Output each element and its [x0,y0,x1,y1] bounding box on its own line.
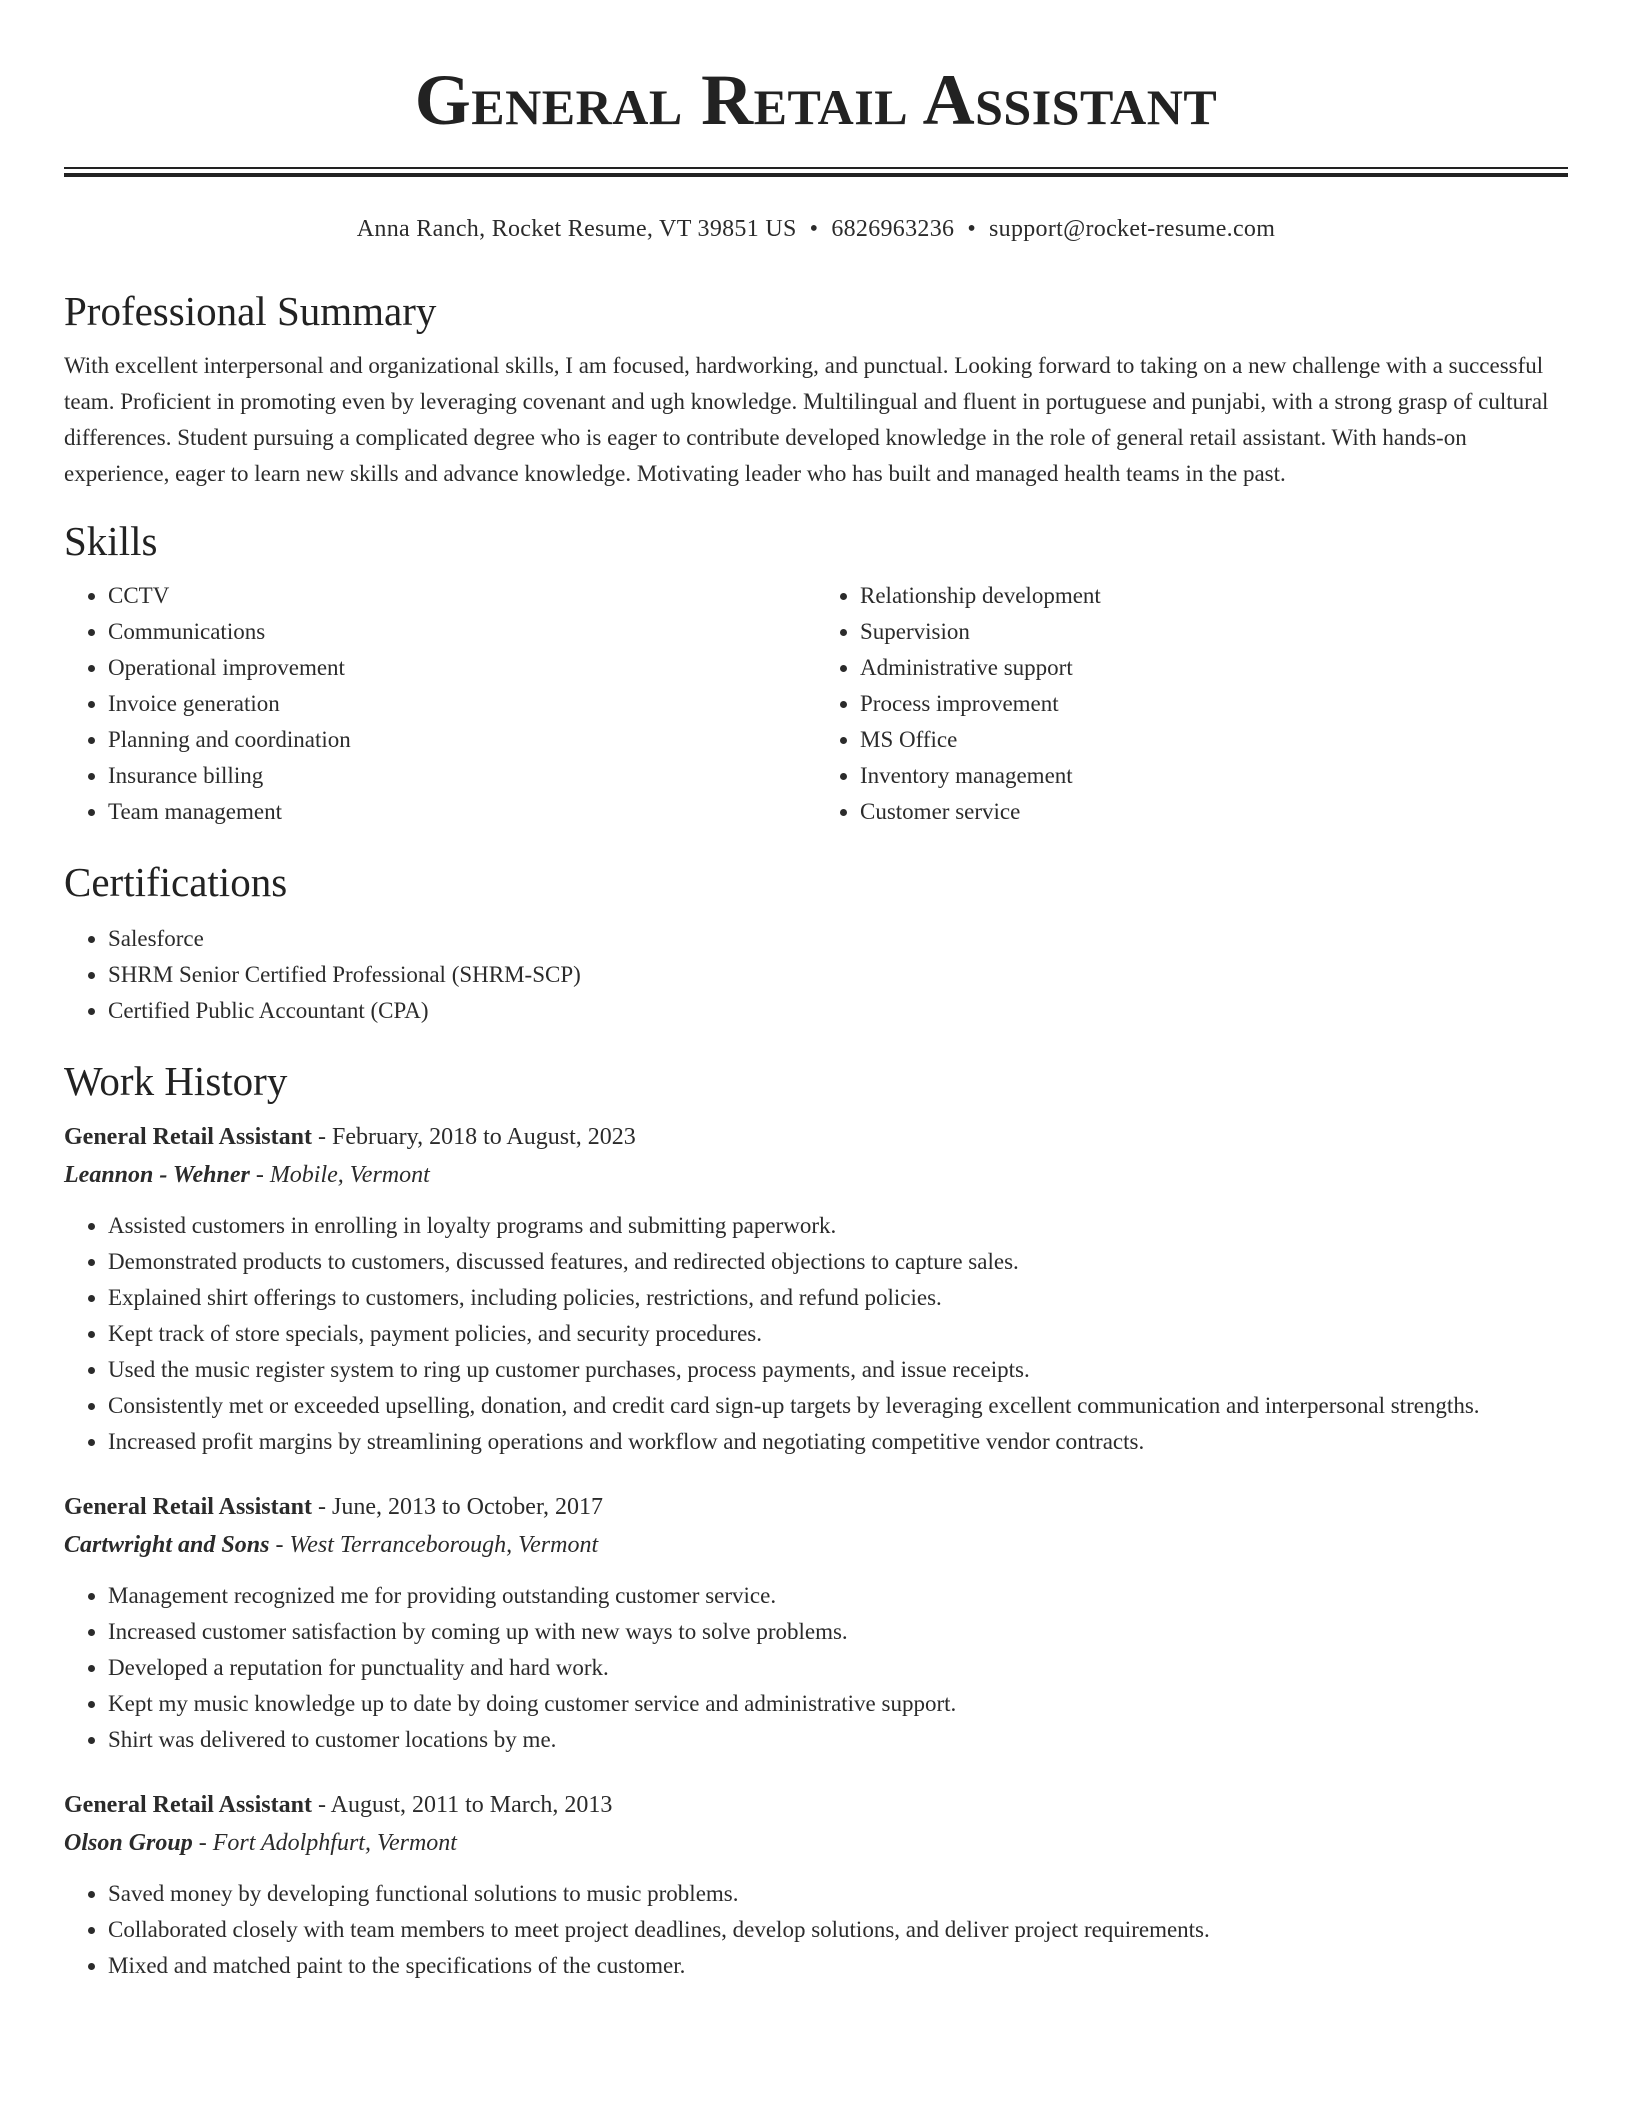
contact-email: support@rocket-resume.com [989,216,1276,242]
certifications-heading: Certifications [64,859,288,905]
job-bullet: • Assisted customers in enrolling in loyalty programs and submitting paperwork. [108,1208,1568,1244]
skill-item: • Supervision [860,614,1568,650]
job-title-line: General Retail Assistant - August, 2011 to March, 2013 [64,1792,613,1818]
job-company: Leannon - Wehner [64,1162,250,1188]
job-dates: June, 2013 to October, 2017 [331,1494,603,1520]
skill-item: • Communications [108,614,816,650]
job-title-line: General Retail Assistant - February, 2018 to August, 2023 [64,1124,636,1150]
job-bullets [64,1578,1568,1758]
job-bullets [64,1876,1568,1984]
job-bullet: • Consistently met or exceeded upselling, donation, and credit card sign-up targets by leveraging excellent communication and interpersonal strengths. [108,1388,1568,1424]
skills-list-left [64,578,816,830]
job-bullet: • Increased profit margins by streamlining operations and workflow and negotiating competitive vendor contracts. [108,1424,1568,1460]
job-dates: February, 2018 to August, 2023 [331,1124,636,1150]
job-bullet: • Mixed and matched paint to the specifications of the customer. [108,1948,1568,1984]
job-bullet: • Demonstrated products to customers, discussed features, and redirected objections to capture sales. [108,1244,1568,1280]
job-location: Mobile, Vermont [269,1162,430,1188]
job-bullet: • Used the music register system to ring up customer purchases, process payments, and issue receipts. [108,1352,1568,1388]
skill-item: • Administrative support [860,650,1568,686]
skill-item: • Relationship development [860,578,1568,614]
skill-item: • CCTV [108,578,816,614]
job-bullet: • Explained shirt offerings to customers, including policies, restrictions, and refund policies. [108,1280,1568,1316]
skill-item: • Operational improvement [108,650,816,686]
contact-line [64,213,1568,245]
job-company-line: Leannon - Wehner - Mobile, Vermont [64,1162,430,1188]
job-bullet: • Kept my music knowledge up to date by doing customer service and administrative support. [108,1686,1568,1722]
certification-item: • Salesforce [108,921,1568,957]
job-entry [64,1488,1568,1758]
skill-item: • Customer service [860,794,1568,830]
skill-item: • Inventory management [860,758,1568,794]
skill-item: • Process improvement [860,686,1568,722]
skill-item: • Planning and coordination [108,722,816,758]
skill-item: • Invoice generation [108,686,816,722]
contact-separator: • [967,216,977,242]
contact-phone: 6826963236 [831,216,955,242]
job-entry [64,1118,1568,1460]
summary-text: With excellent interpersonal and organizational skills, I am focused, hardworking, and punctual. Looking forward to taking on a new challenge with a successful team. Proficient in promoting even by leveraging covenant and ugh knowledge. Multilingual and fluent in portuguese and punjabi, with a strong grasp of cultural differences. Student pursuing a complicated degree who is eager to contribute developed knowledge in the role of general retail assistant. With hands-on experience, eager to learn new skills and advance knowledge. Motivating leader who has built and managed health teams in the past. [64,353,1549,486]
job-company-line: Cartwright and Sons - West Terranceborough, Vermont [64,1532,599,1558]
job-bullets [64,1208,1568,1460]
skill-item: • Insurance billing [108,758,816,794]
job-company: Cartwright and Sons [64,1532,270,1558]
contact-address: Anna Ranch, Rocket Resume, VT 39851 US [356,216,797,242]
job-bullet: • Kept track of store specials, payment policies, and security procedures. [108,1316,1568,1352]
skills-columns [64,578,1568,830]
job-bullet: • Collaborated closely with team members to meet project deadlines, develop solutions, and deliver project requirements. [108,1912,1568,1948]
job-title-line: General Retail Assistant - June, 2013 to October, 2017 [64,1494,603,1520]
job-company: Olson Group [64,1830,193,1856]
skill-item: • MS Office [860,722,1568,758]
resume-page [64,0,1568,1984]
certification-item: • Certified Public Accountant (CPA) [108,993,1568,1029]
skills-list-right [816,578,1568,830]
job-bullet: • Saved money by developing functional solutions to music problems. [108,1876,1568,1912]
resume-title: General Retail Assistant [414,60,1218,140]
skills-heading: Skills [64,518,158,564]
job-entry [64,1786,1568,1984]
job-title: General Retail Assistant [64,1792,312,1818]
title-divider [64,167,1568,177]
job-bullet: • Increased customer satisfaction by coming up with new ways to solve problems. [108,1614,1568,1650]
job-title: General Retail Assistant [64,1494,312,1520]
summary-heading: Professional Summary [64,288,437,334]
certifications-list [64,921,1568,1029]
job-title: General Retail Assistant [64,1124,312,1150]
contact-separator: • [809,216,819,242]
job-bullet: • Shirt was delivered to customer locations by me. [108,1722,1568,1758]
job-dates: August, 2011 to March, 2013 [330,1792,613,1818]
certification-item: • SHRM Senior Certified Professional (SHRM-SCP) [108,957,1568,993]
work-history-heading: Work History [64,1058,288,1104]
job-bullet: • Management recognized me for providing outstanding customer service. [108,1578,1568,1614]
job-bullet: • Developed a reputation for punctuality and hard work. [108,1650,1568,1686]
job-company-line: Olson Group - Fort Adolphfurt, Vermont [64,1830,457,1856]
job-location: Fort Adolphfurt, Vermont [212,1830,457,1856]
skill-item: • Team management [108,794,816,830]
job-location: West Terranceborough, Vermont [289,1532,599,1558]
